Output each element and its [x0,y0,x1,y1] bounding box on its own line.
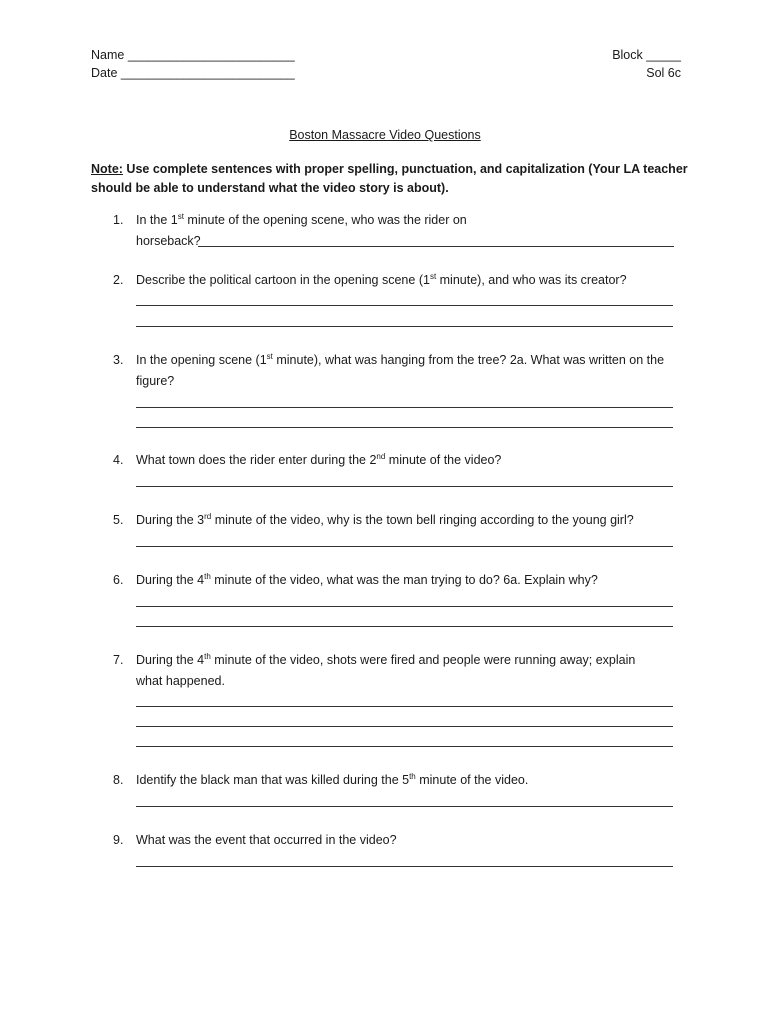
answer-line[interactable] [136,706,673,707]
name-field-label: Name ________________________ [91,48,295,62]
answer-line[interactable] [136,726,673,727]
question-text: During the 4th minute of the video, what was the man trying to do? 6a. Explain why? [136,572,598,587]
answer-line[interactable] [198,246,674,247]
question-text: What town does the rider enter during the 2nd minute of the video? [136,452,502,467]
question-text: What was the event that occurred in the video? [136,833,397,847]
question-text: During the 3rd minute of the video, why is the town bell ringing according to the young girl? [136,512,634,527]
answer-line[interactable] [136,806,673,807]
block-field-label: Block _____ [612,48,681,62]
question-number: 7. [113,653,124,667]
answer-line[interactable] [136,427,673,428]
answer-line[interactable] [136,407,673,408]
answer-line[interactable] [136,866,673,867]
question-number: 5. [113,513,124,527]
question-number: 9. [113,833,124,847]
note-label: Note: [91,162,123,176]
question-number: 2. [113,273,124,287]
question-text-continued: horseback? [136,234,201,248]
question-number: 6. [113,573,124,587]
answer-line[interactable] [136,486,673,487]
question-text: During the 4th minute of the video, shots were fired and people were running away; explain [136,652,636,667]
sol-label: Sol 6c [646,66,681,80]
instructions-note [91,160,691,198]
answer-line[interactable] [136,305,673,306]
question-text: Identify the black man that was killed during the 5th minute of the video. [136,772,529,787]
question-text-continued: figure? [136,374,175,388]
date-field-label: Date _________________________ [91,66,295,80]
question-number: 3. [113,353,124,367]
answer-line[interactable] [136,626,673,627]
question-text: Describe the political cartoon in the opening scene (1st minute), and who was its creator? [136,272,627,287]
answer-line[interactable] [136,606,673,607]
answer-line[interactable] [136,546,673,547]
worksheet-title: Boston Massacre Video Questions [289,128,481,142]
answer-line[interactable] [136,326,673,327]
question-number: 1. [113,213,124,227]
note-text: Use complete sentences with proper spelling, punctuation, and capitalization (Your LA teacher should be able to understand what the video story is about). [91,162,688,195]
question-text-continued: what happened. [136,674,225,688]
question-number: 8. [113,773,124,787]
question-number: 4. [113,453,124,467]
answer-line[interactable] [136,746,673,747]
question-text: In the opening scene (1st minute), what was hanging from the tree? 2a. What was written on the [136,352,665,367]
question-text: In the 1st minute of the opening scene, who was the rider on [136,212,467,227]
